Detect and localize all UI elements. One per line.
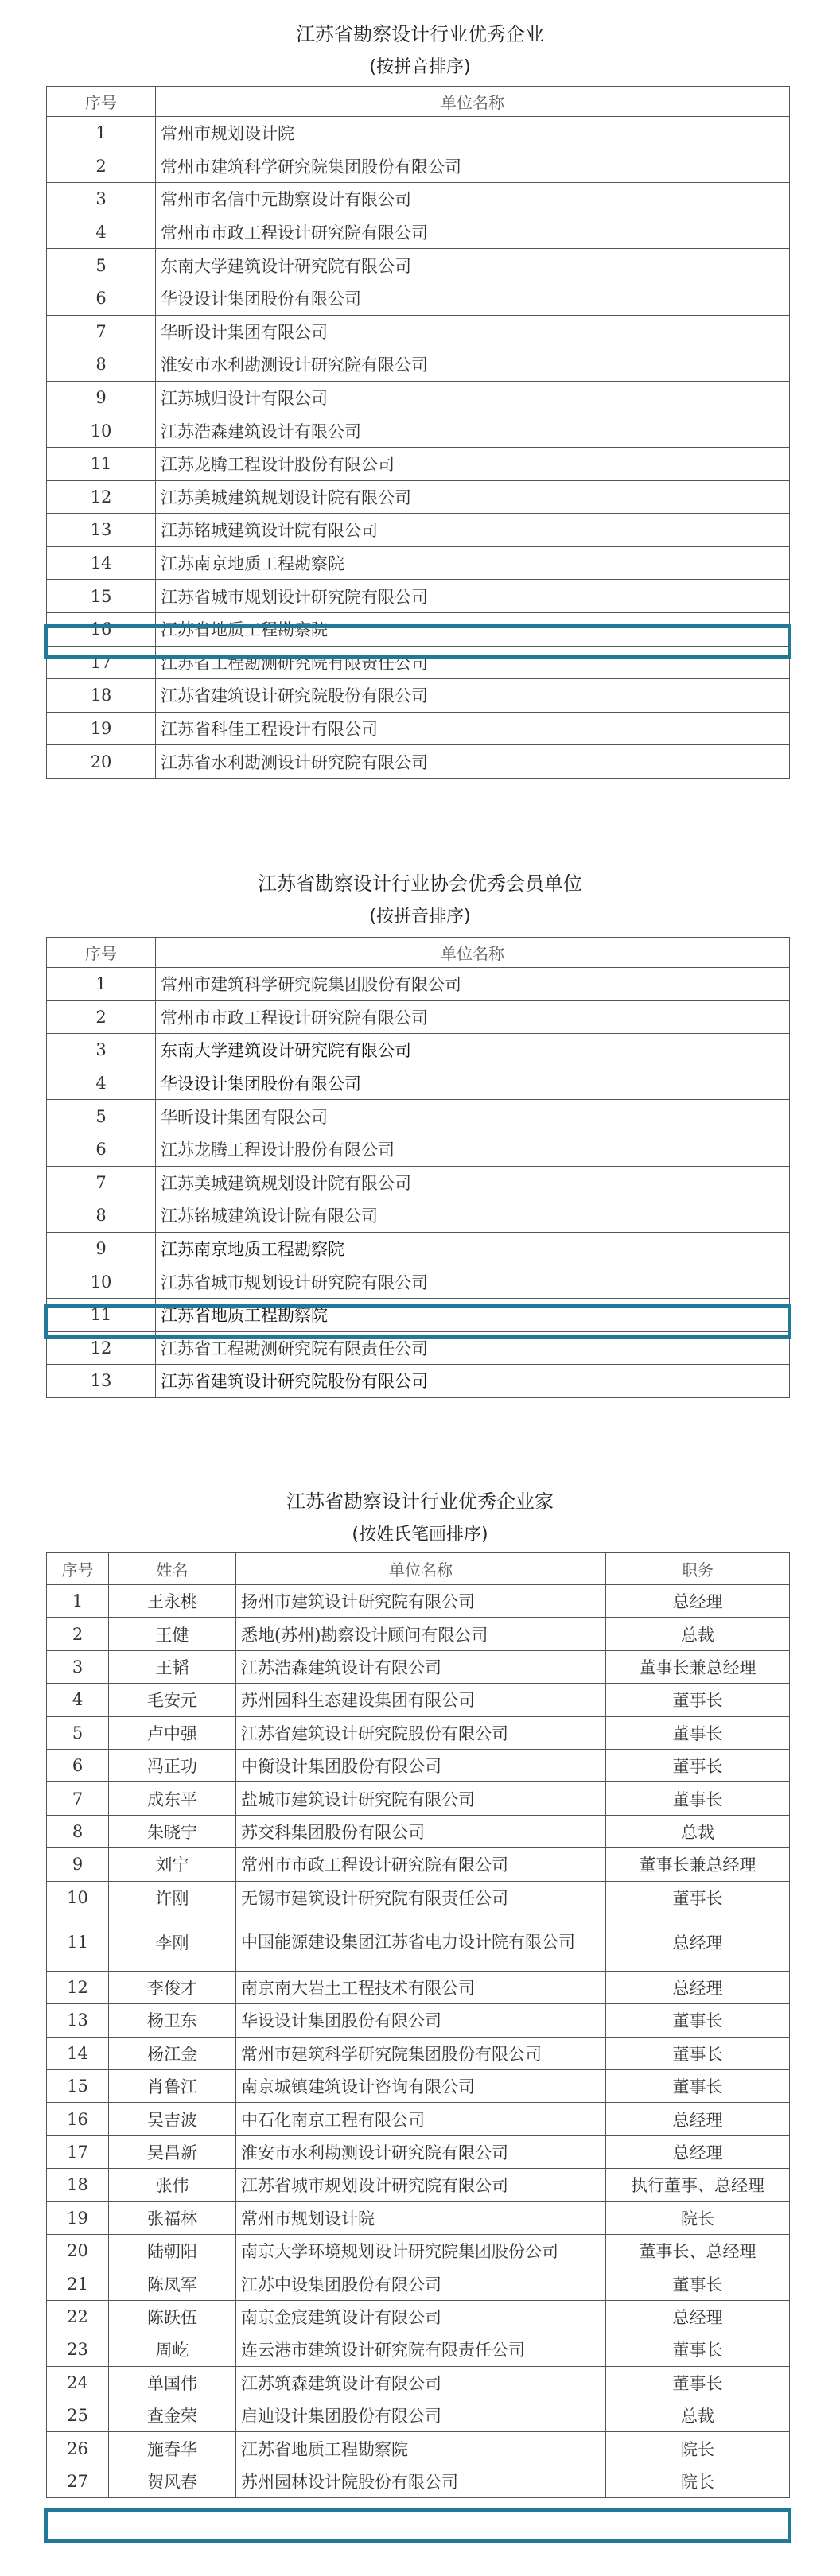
row-unit-name: 江苏省工程勘测研究院有限责任公司 <box>156 1331 790 1365</box>
row-position: 总经理 <box>606 2300 790 2333</box>
excellent-members-table <box>46 937 790 1398</box>
row-index: 7 <box>47 1166 156 1199</box>
row-index: 23 <box>47 2333 109 2366</box>
row-position: 董事长 <box>606 2070 790 2103</box>
row-index: 9 <box>47 381 156 414</box>
table-row <box>47 2333 790 2366</box>
row-index: 21 <box>47 2267 109 2300</box>
row-index: 9 <box>47 1848 109 1881</box>
row-unit-name: 苏交科集团股份有限公司 <box>236 1815 606 1847</box>
table-row <box>47 1298 790 1331</box>
row-position: 总裁 <box>606 1618 790 1650</box>
row-index: 11 <box>47 447 156 480</box>
table-row <box>47 1265 790 1299</box>
table-row <box>47 2366 790 2399</box>
row-unit-name: 南京南大岩土工程技术有限公司 <box>236 1971 606 2003</box>
table-row <box>47 348 790 382</box>
table-row <box>47 2399 790 2431</box>
row-index: 15 <box>47 580 156 613</box>
row-unit-name: 连云港市建筑设计研究院有限责任公司 <box>236 2333 606 2366</box>
row-index: 8 <box>47 1199 156 1233</box>
table-row <box>47 1914 790 1971</box>
row-unit-name: 启迪设计集团股份有限公司 <box>236 2399 606 2431</box>
table-row <box>47 712 790 745</box>
table-row <box>47 1331 790 1365</box>
row-person-name: 查金荣 <box>109 2399 236 2431</box>
row-index: 14 <box>47 546 156 580</box>
row-unit-name: 南京金宸建筑设计有限公司 <box>236 2300 606 2333</box>
row-index: 16 <box>47 612 156 646</box>
row-unit-name: 江苏省科佳工程设计有限公司 <box>156 712 790 745</box>
row-position: 董事长 <box>606 1881 790 1914</box>
row-index: 2 <box>47 1000 156 1034</box>
row-index: 7 <box>47 1782 109 1815</box>
row-index: 2 <box>47 1618 109 1650</box>
table-row <box>47 183 790 216</box>
row-index: 10 <box>47 1265 156 1299</box>
row-index: 16 <box>47 2103 109 2135</box>
row-index: 1 <box>47 1585 109 1618</box>
table-row <box>47 745 790 779</box>
row-index: 13 <box>47 2004 109 2037</box>
row-unit-name: 江苏浩森建筑设计有限公司 <box>236 1650 606 1683</box>
row-unit-name: 江苏龙腾工程设计股份有限公司 <box>156 447 790 480</box>
row-unit-name: 常州市市政工程设计研究院有限公司 <box>156 1000 790 1034</box>
row-index: 8 <box>47 1815 109 1847</box>
table-row <box>47 480 790 514</box>
row-unit-name: 江苏美城建筑规划设计院有限公司 <box>156 1166 790 1199</box>
table-row <box>47 1133 790 1166</box>
table-row <box>47 381 790 414</box>
row-position: 总经理 <box>606 1585 790 1618</box>
row-unit-name: 江苏筑森建筑设计有限公司 <box>236 2366 606 2399</box>
row-person-name: 杨卫东 <box>109 2004 236 2037</box>
section2-title: 江苏省勘察设计行业协会优秀会员单位 <box>258 872 582 895</box>
row-person-name: 陈跃伍 <box>109 2300 236 2333</box>
row-unit-name: 江苏浩森建筑设计有限公司 <box>156 414 790 448</box>
table-row <box>47 150 790 183</box>
row-index: 10 <box>47 414 156 448</box>
row-unit-name: 华昕设计集团有限公司 <box>156 315 790 348</box>
row-person-name: 冯正功 <box>109 1749 236 1781</box>
row-index: 1 <box>47 117 156 150</box>
row-person-name: 许刚 <box>109 1881 236 1914</box>
section1-title: 江苏省勘察设计行业优秀企业 <box>296 23 544 45</box>
row-unit-name: 常州市建筑科学研究院集团股份有限公司 <box>156 150 790 183</box>
row-unit-name: 江苏省建筑设计研究院股份有限公司 <box>156 679 790 713</box>
row-unit-name: 华设设计集团股份有限公司 <box>156 282 790 315</box>
row-index: 9 <box>47 1232 156 1265</box>
row-index: 20 <box>47 745 156 779</box>
table-row <box>47 580 790 613</box>
table-row <box>47 2004 790 2037</box>
row-index: 19 <box>47 2201 109 2234</box>
row-index: 4 <box>47 1067 156 1100</box>
table-row <box>47 1166 790 1199</box>
row-unit-name: 江苏省城市规划设计研究院有限公司 <box>156 580 790 613</box>
table-row <box>47 2070 790 2103</box>
row-position: 董事长 <box>606 1782 790 1815</box>
row-position: 院长 <box>606 2201 790 2234</box>
row-position: 总经理 <box>606 2135 790 2168</box>
table-row <box>47 1815 790 1847</box>
row-index: 1 <box>47 968 156 1001</box>
row-index: 12 <box>47 1331 156 1365</box>
row-person-name: 李刚 <box>109 1914 236 1971</box>
row-unit-name: 江苏龙腾工程设计股份有限公司 <box>156 1133 790 1166</box>
row-unit-name: 悉地(苏州)勘察设计顾问有限公司 <box>236 1618 606 1650</box>
excellent-enterprises-table <box>46 86 790 779</box>
row-index: 7 <box>47 315 156 348</box>
table-row <box>47 1782 790 1815</box>
row-index: 17 <box>47 2135 109 2168</box>
row-index: 27 <box>47 2465 109 2497</box>
table-row <box>47 679 790 713</box>
header-index: 序号 <box>47 938 156 968</box>
table-row <box>47 2103 790 2135</box>
row-unit-name: 东南大学建筑设计研究院有限公司 <box>156 1034 790 1067</box>
row-person-name: 吴昌新 <box>109 2135 236 2168</box>
row-unit-name: 东南大学建筑设计研究院有限公司 <box>156 249 790 282</box>
row-index: 5 <box>47 249 156 282</box>
row-unit-name: 江苏省地质工程勘察院 <box>156 1298 790 1331</box>
table-row <box>47 1881 790 1914</box>
table-row <box>47 1000 790 1034</box>
header-position: 职务 <box>606 1553 790 1585</box>
row-unit-name: 中石化南京工程有限公司 <box>236 2103 606 2135</box>
header-index: 序号 <box>47 1553 109 1585</box>
row-unit-name: 江苏铭城建筑设计院有限公司 <box>156 514 790 547</box>
table-row <box>47 546 790 580</box>
row-position: 董事长 <box>606 1749 790 1781</box>
table-row <box>47 447 790 480</box>
row-position: 董事长 <box>606 1716 790 1749</box>
row-index: 5 <box>47 1716 109 1749</box>
row-index: 5 <box>47 1100 156 1133</box>
row-unit-name: 江苏省城市规划设计研究院有限公司 <box>236 2169 606 2201</box>
row-index: 6 <box>47 1133 156 1166</box>
row-index: 17 <box>47 646 156 679</box>
row-unit-name: 华设设计集团股份有限公司 <box>156 1067 790 1100</box>
row-unit-name: 江苏省地质工程勘察院 <box>236 2432 606 2465</box>
table-row <box>47 612 790 646</box>
row-unit-name: 华昕设计集团有限公司 <box>156 1100 790 1133</box>
row-person-name: 王永桃 <box>109 1585 236 1618</box>
row-position: 总裁 <box>606 1815 790 1847</box>
row-person-name: 朱晓宁 <box>109 1815 236 1847</box>
table-row <box>47 2300 790 2333</box>
row-person-name: 张伟 <box>109 2169 236 2201</box>
table-row <box>47 2432 790 2465</box>
row-position: 院长 <box>606 2432 790 2465</box>
table-row <box>47 2235 790 2267</box>
row-unit-name: 常州市规划设计院 <box>236 2201 606 2234</box>
row-unit-name: 江苏省工程勘测研究院有限责任公司 <box>156 646 790 679</box>
table-row <box>47 1716 790 1749</box>
row-unit-name: 常州市名信中元勘察设计有限公司 <box>156 183 790 216</box>
row-index: 11 <box>47 1914 109 1971</box>
row-index: 11 <box>47 1298 156 1331</box>
table-row <box>47 2135 790 2168</box>
row-person-name: 张福林 <box>109 2201 236 2234</box>
table-row <box>47 1067 790 1100</box>
row-unit-name: 南京城镇建筑设计咨询有限公司 <box>236 2070 606 2103</box>
table-row <box>47 968 790 1001</box>
row-index: 19 <box>47 712 156 745</box>
row-position: 院长 <box>606 2465 790 2497</box>
table-row <box>47 1618 790 1650</box>
row-position: 董事长 <box>606 2267 790 2300</box>
row-unit-name: 常州市市政工程设计研究院有限公司 <box>156 216 790 249</box>
row-unit-name: 江苏铭城建筑设计院有限公司 <box>156 1199 790 1233</box>
table-row <box>47 2037 790 2069</box>
row-index: 18 <box>47 2169 109 2201</box>
row-person-name: 肖鲁江 <box>109 2070 236 2103</box>
row-unit-name: 常州市建筑科学研究院集团股份有限公司 <box>156 968 790 1001</box>
table-row <box>47 514 790 547</box>
row-unit-name: 江苏美城建筑规划设计院有限公司 <box>156 480 790 514</box>
row-person-name: 吴吉波 <box>109 2103 236 2135</box>
row-index: 20 <box>47 2235 109 2267</box>
row-unit-name: 常州市建筑科学研究院集团股份有限公司 <box>236 2037 606 2069</box>
section2-subtitle: (按拼音排序) <box>369 907 471 927</box>
row-index: 6 <box>47 282 156 315</box>
row-unit-name: 中国能源建设集团江苏省电力设计院有限公司 <box>236 1914 606 1971</box>
row-person-name: 毛安元 <box>109 1684 236 1716</box>
table-row <box>47 2465 790 2497</box>
header-unit-name: 单位名称 <box>156 87 790 117</box>
row-position: 董事长 <box>606 2004 790 2037</box>
row-position: 董事长兼总经理 <box>606 1848 790 1881</box>
row-unit-name: 扬州市建筑设计研究院有限公司 <box>236 1585 606 1618</box>
row-index: 26 <box>47 2432 109 2465</box>
section3-subtitle: (按姓氏笔画排序) <box>352 1525 488 1544</box>
row-index: 18 <box>47 679 156 713</box>
row-index: 15 <box>47 2070 109 2103</box>
table-row <box>47 1100 790 1133</box>
row-unit-name: 中衡设计集团股份有限公司 <box>236 1749 606 1781</box>
row-position: 董事长兼总经理 <box>606 1650 790 1683</box>
row-index: 10 <box>47 1881 109 1914</box>
row-position: 总经理 <box>606 1914 790 1971</box>
row-index: 12 <box>47 480 156 514</box>
row-position: 董事长 <box>606 1684 790 1716</box>
row-index: 4 <box>47 216 156 249</box>
row-unit-name: 淮安市水利勘测设计研究院有限公司 <box>236 2135 606 2168</box>
row-index: 3 <box>47 183 156 216</box>
row-index: 22 <box>47 2300 109 2333</box>
row-position: 执行董事、总经理 <box>606 2169 790 2201</box>
row-person-name: 贺风春 <box>109 2465 236 2497</box>
row-person-name: 单国伟 <box>109 2366 236 2399</box>
row-person-name: 陆朝阳 <box>109 2235 236 2267</box>
row-person-name: 成东平 <box>109 1782 236 1815</box>
table-row <box>47 1749 790 1781</box>
row-unit-name: 江苏城归设计有限公司 <box>156 381 790 414</box>
row-index: 13 <box>47 514 156 547</box>
row-person-name: 王健 <box>109 1618 236 1650</box>
table-row <box>47 117 790 150</box>
row-unit-name: 苏州园科生态建设集团有限公司 <box>236 1684 606 1716</box>
header-index: 序号 <box>47 87 156 117</box>
row-person-name: 王韬 <box>109 1650 236 1683</box>
table-row <box>47 1199 790 1233</box>
row-unit-name: 华设设计集团股份有限公司 <box>236 2004 606 2037</box>
row-unit-name: 江苏南京地质工程勘察院 <box>156 1232 790 1265</box>
table-row <box>47 1232 790 1265</box>
row-person-name: 陈凤军 <box>109 2267 236 2300</box>
row-index: 3 <box>47 1650 109 1683</box>
row-unit-name: 江苏省水利勘测设计研究院有限公司 <box>156 745 790 779</box>
row-person-name: 施春华 <box>109 2432 236 2465</box>
row-index: 14 <box>47 2037 109 2069</box>
table-row <box>47 1848 790 1881</box>
table-row <box>47 2201 790 2234</box>
row-unit-name: 江苏省建筑设计研究院股份有限公司 <box>236 1716 606 1749</box>
row-index: 2 <box>47 150 156 183</box>
table-row <box>47 646 790 679</box>
row-person-name: 周屹 <box>109 2333 236 2366</box>
table-row <box>47 282 790 315</box>
table-row <box>47 2267 790 2300</box>
row-unit-name: 江苏南京地质工程勘察院 <box>156 546 790 580</box>
row-position: 董事长 <box>606 2366 790 2399</box>
row-unit-name: 南京大学环境规划设计研究院集团股份公司 <box>236 2235 606 2267</box>
table-row <box>47 414 790 448</box>
row-index: 4 <box>47 1684 109 1716</box>
excellent-entrepreneurs-table <box>46 1552 790 2498</box>
table-row <box>47 1365 790 1398</box>
row-person-name: 李俊才 <box>109 1971 236 2003</box>
row-unit-name: 江苏中设集团股份有限公司 <box>236 2267 606 2300</box>
row-position: 总裁 <box>606 2399 790 2431</box>
row-index: 8 <box>47 348 156 382</box>
table-row <box>47 315 790 348</box>
highlight-row-26 <box>44 2508 791 2543</box>
table-row <box>47 2169 790 2201</box>
row-index: 13 <box>47 1365 156 1398</box>
row-person-name: 卢中强 <box>109 1716 236 1749</box>
section1-subtitle: (按拼音排序) <box>369 57 471 77</box>
row-unit-name: 苏州园林设计院股份有限公司 <box>236 2465 606 2497</box>
row-unit-name: 无锡市建筑设计研究院有限责任公司 <box>236 1881 606 1914</box>
table-row <box>47 1585 790 1618</box>
header-unit-name: 单位名称 <box>156 938 790 968</box>
row-unit-name: 淮安市水利勘测设计研究院有限公司 <box>156 348 790 382</box>
header-unit-name: 单位名称 <box>236 1553 606 1585</box>
table-row <box>47 1684 790 1716</box>
row-index: 24 <box>47 2366 109 2399</box>
row-position: 总经理 <box>606 2103 790 2135</box>
row-unit-name: 江苏省建筑设计研究院股份有限公司 <box>156 1365 790 1398</box>
row-index: 12 <box>47 1971 109 2003</box>
table-row <box>47 1971 790 2003</box>
section3-title: 江苏省勘察设计行业优秀企业家 <box>286 1490 554 1513</box>
row-index: 6 <box>47 1749 109 1781</box>
row-position: 董事长、总经理 <box>606 2235 790 2267</box>
row-index: 3 <box>47 1034 156 1067</box>
row-unit-name: 常州市规划设计院 <box>156 117 790 150</box>
table-row <box>47 1650 790 1683</box>
row-position: 董事长 <box>606 2333 790 2366</box>
table-row <box>47 249 790 282</box>
row-position: 总经理 <box>606 1971 790 2003</box>
header-name: 姓名 <box>109 1553 236 1585</box>
row-unit-name: 江苏省地质工程勘察院 <box>156 612 790 646</box>
table-row <box>47 216 790 249</box>
row-index: 25 <box>47 2399 109 2431</box>
row-unit-name: 江苏省城市规划设计研究院有限公司 <box>156 1265 790 1299</box>
row-position: 董事长 <box>606 2037 790 2069</box>
row-unit-name: 常州市市政工程设计研究院有限公司 <box>236 1848 606 1881</box>
row-unit-name: 盐城市建筑设计研究院有限公司 <box>236 1782 606 1815</box>
row-person-name: 杨江金 <box>109 2037 236 2069</box>
row-person-name: 刘宁 <box>109 1848 236 1881</box>
table-row <box>47 1034 790 1067</box>
